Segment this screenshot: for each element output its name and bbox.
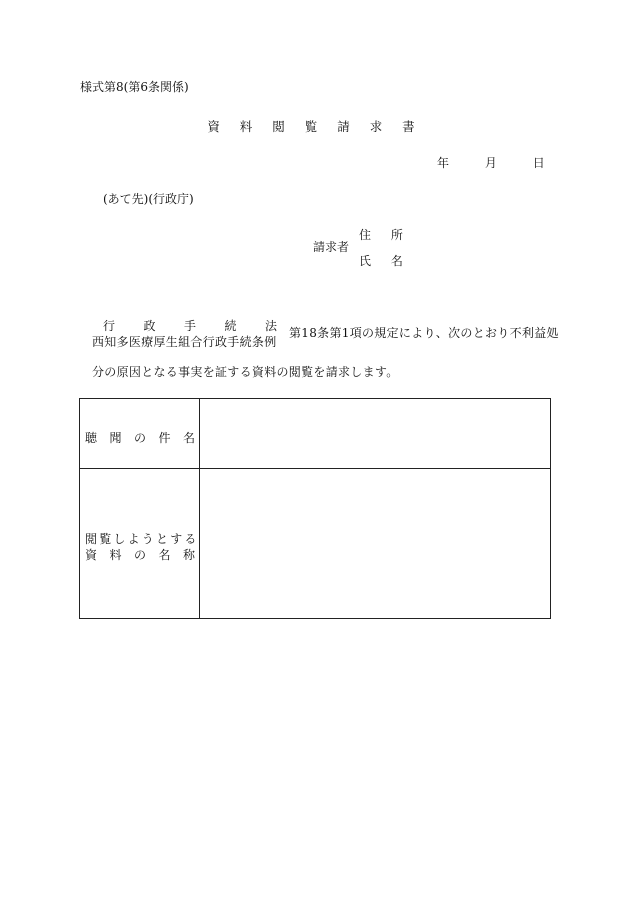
hearing-case-name-field[interactable] (205, 407, 545, 462)
date-day-label: 日 (532, 156, 545, 170)
law-option-char: 政 (143, 319, 156, 333)
requester-name-label: 氏 名 (359, 254, 411, 268)
request-table (79, 398, 551, 619)
body-text-line-1: 第18条第1項の規定により、次のとおり不利益処 (289, 326, 559, 340)
law-option-char: 法 (264, 319, 277, 333)
law-option-char: 手 (183, 319, 196, 333)
material-name-label-line-1: 閲覧しようとする (85, 532, 199, 546)
table-column-divider (199, 399, 200, 618)
material-name-label-line-2 (85, 546, 195, 563)
law-option-char: 続 (224, 319, 237, 333)
table-row-divider (80, 468, 550, 469)
document-title: 資 料 閲 覧 請 求 書 (207, 119, 423, 134)
law-option-char: 行 (103, 319, 116, 333)
label-char: の (133, 431, 146, 445)
label-char: 名 (158, 548, 171, 562)
requester-address-label: 住 所 (359, 228, 411, 242)
label-char: の (133, 548, 146, 562)
material-name-field[interactable] (205, 477, 545, 612)
date-year-label: 年 (437, 156, 450, 170)
label-char: 聴 (85, 431, 98, 445)
label-char: 名 (182, 431, 195, 445)
requester-label: 請求者 (313, 240, 350, 254)
law-option-administrative-procedure-act (103, 320, 277, 332)
label-char: 件 (158, 431, 171, 445)
body-text-line-2: 分の原因となる事実を証する資料の閲覧を請求します。 (92, 365, 399, 379)
form-number: 様式第8(第6条関係) (80, 80, 189, 94)
law-option-ordinance: 西知多医療厚生組合行政手続条例 (92, 335, 277, 349)
date-month-label: 月 (484, 156, 497, 170)
date-row (437, 157, 545, 169)
addressee: (あて先)(行政庁) (103, 192, 194, 206)
label-char: 資 (85, 548, 98, 562)
hearing-case-name-label (85, 429, 195, 446)
label-char: 称 (182, 548, 195, 562)
label-char: 聞 (109, 431, 122, 445)
label-char: 料 (109, 548, 122, 562)
